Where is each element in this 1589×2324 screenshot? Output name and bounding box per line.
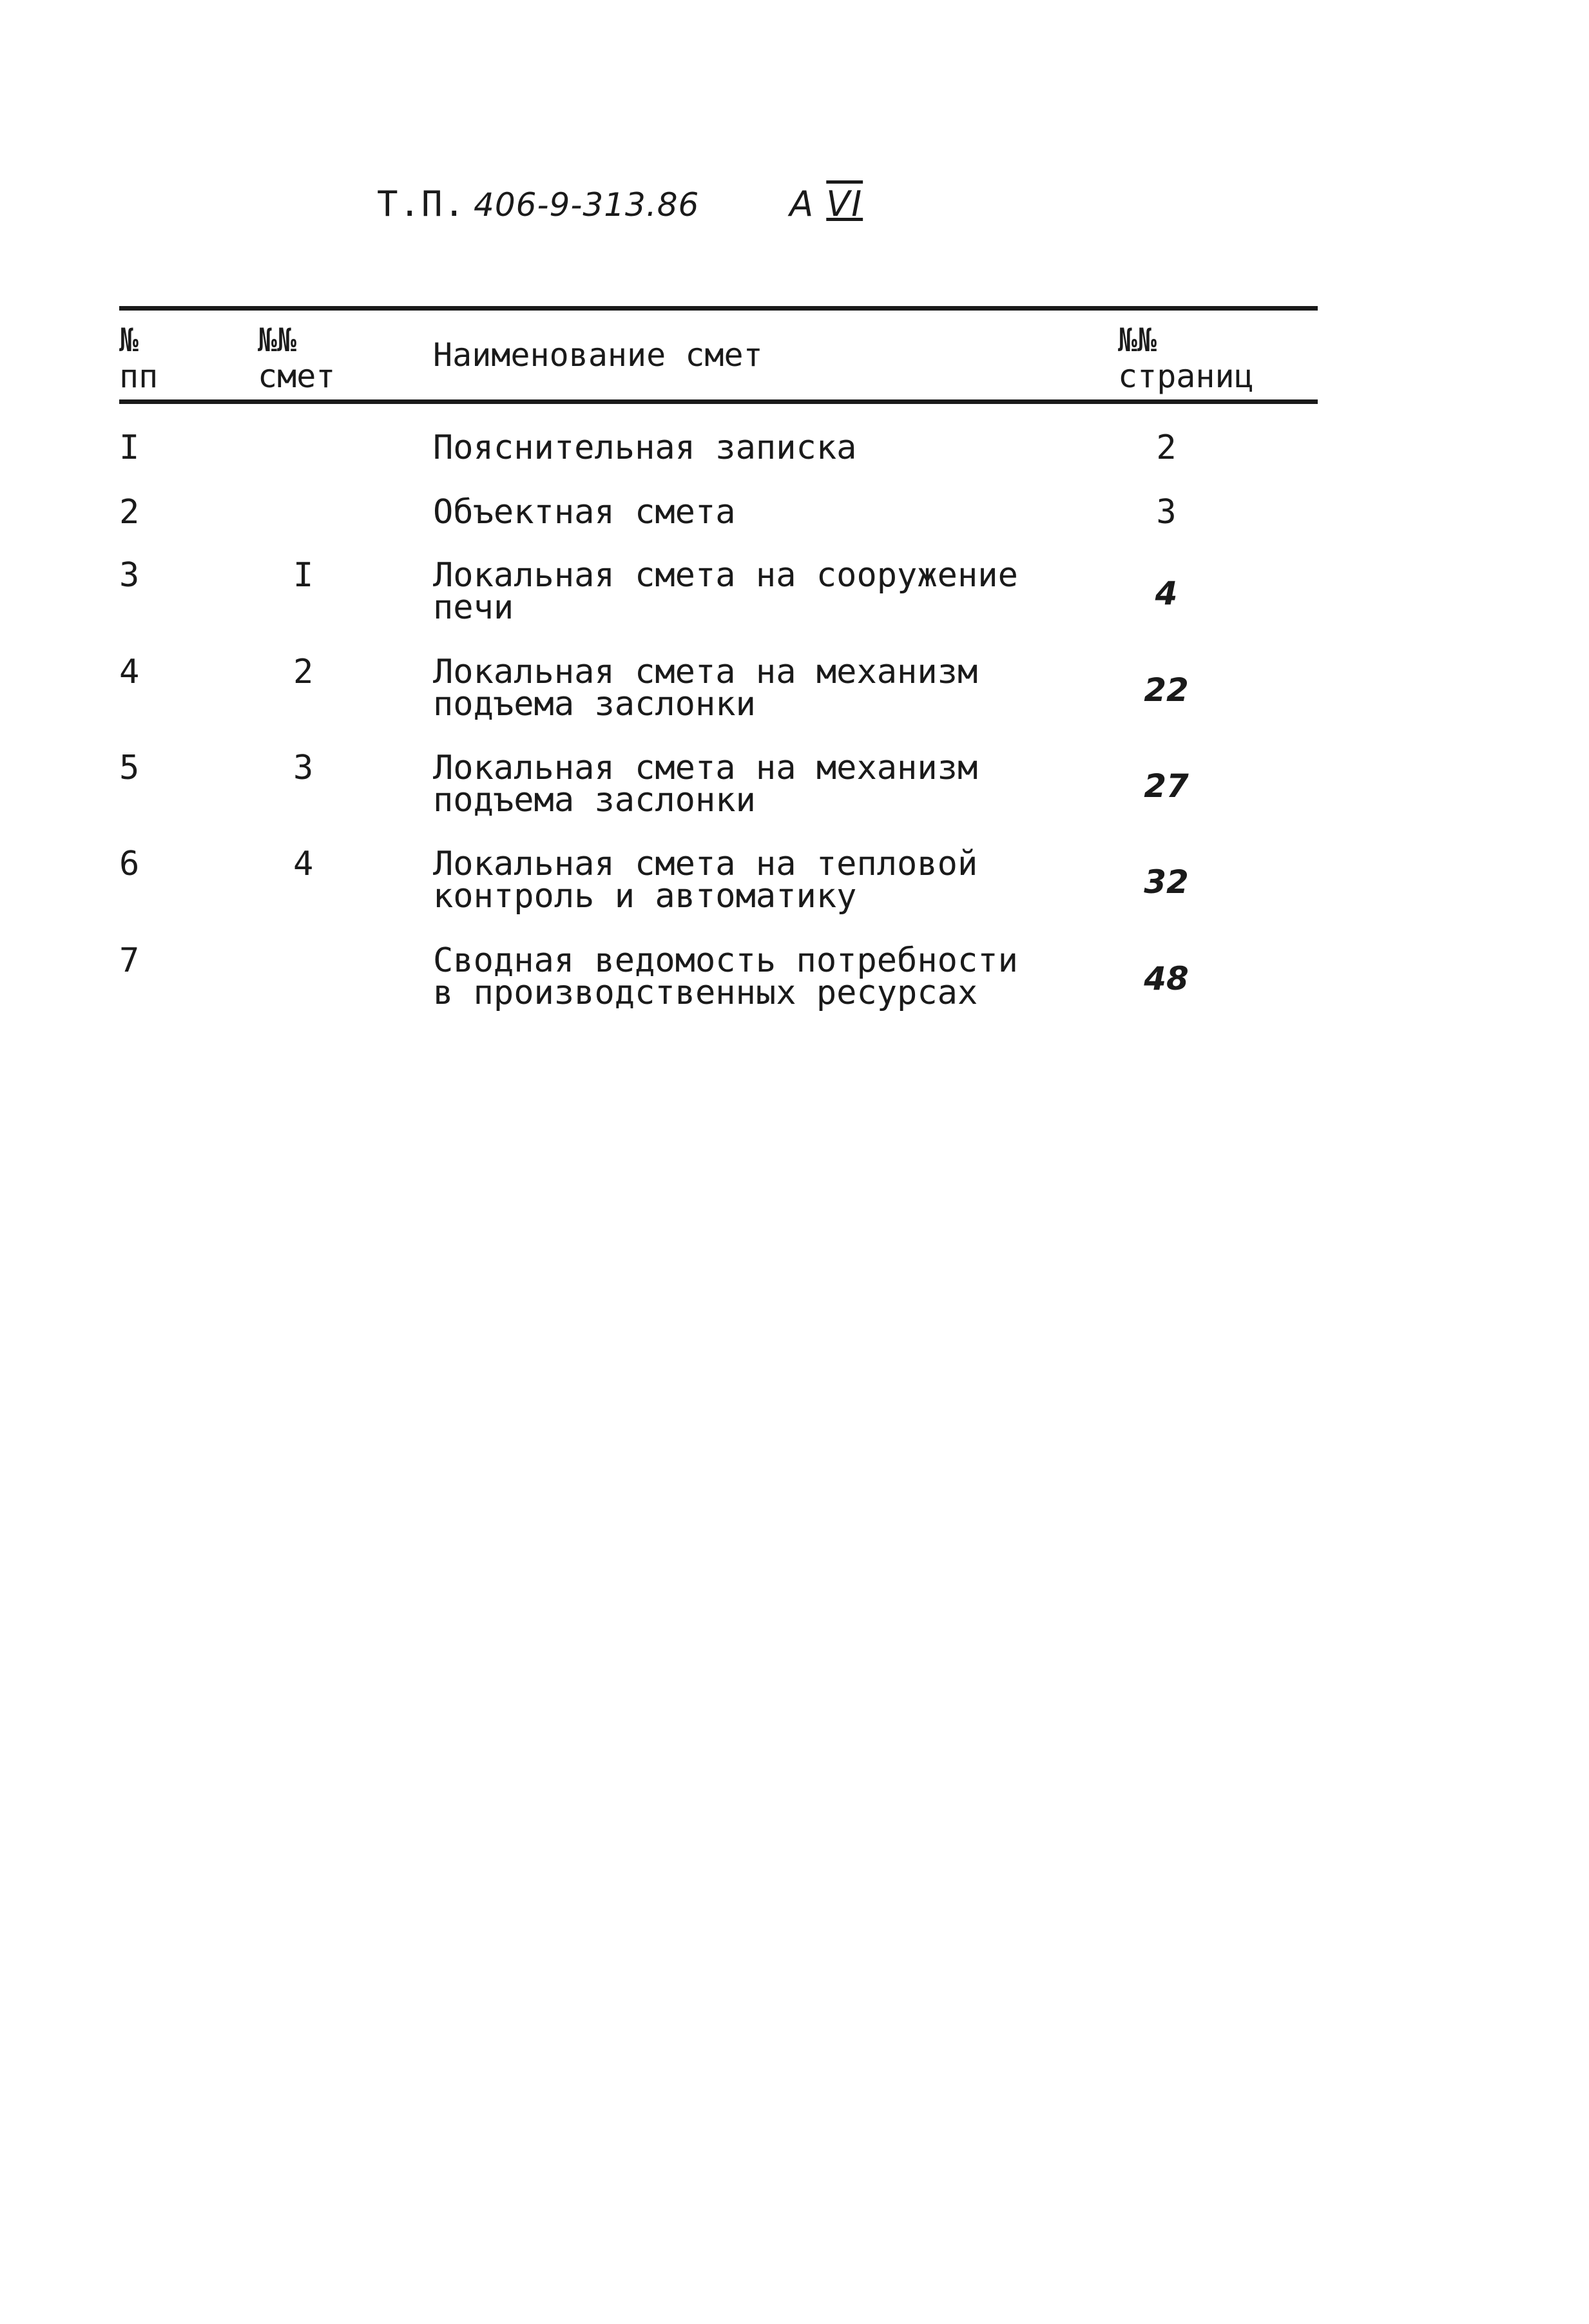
row-number: 7 xyxy=(119,941,140,980)
document-header xyxy=(377,184,863,224)
estimate-name-line: Локальная смета на сооружение xyxy=(433,556,1018,595)
estimate-name-line: подъема заслонки xyxy=(433,781,756,820)
row-number: 5 xyxy=(119,749,140,787)
header-page-numbers: №№ страниц xyxy=(1118,322,1254,395)
page-number: 32 xyxy=(1144,863,1189,901)
estimate-name-line: Локальная смета на тепловой xyxy=(433,845,978,883)
estimate-name-line: в производственных ресурсах xyxy=(433,974,978,1012)
page-number: 22 xyxy=(1144,671,1189,709)
header-estimate-name: Наименование смет xyxy=(433,336,763,374)
estimate-name xyxy=(433,749,1077,820)
doc-code: 406-9-313.86 xyxy=(474,186,700,224)
estimate-name xyxy=(433,653,1077,724)
page-number: 3 xyxy=(1156,493,1177,532)
row-number: 2 xyxy=(119,493,140,532)
estimate-number: 4 xyxy=(293,845,314,883)
estimate-name-line: Пояснительная записка xyxy=(433,428,857,467)
album-label xyxy=(789,184,863,224)
estimate-name xyxy=(433,845,1077,916)
estimate-number: 2 xyxy=(293,653,314,691)
header-row-number: № пп xyxy=(119,322,159,395)
row-number: 4 xyxy=(119,653,140,691)
album-number: VI xyxy=(826,184,863,224)
doc-prefix: Т.П. xyxy=(377,184,467,224)
page-number: 2 xyxy=(1156,428,1177,467)
row-number: 3 xyxy=(119,556,140,595)
estimate-name-line: Сводная ведомость потребности xyxy=(433,941,1018,980)
estimate-number: 3 xyxy=(293,749,314,787)
estimate-name-line: Локальная смета на механизм xyxy=(433,749,978,787)
header-estimate-number: №№ смет xyxy=(258,322,336,395)
estimate-number: I xyxy=(293,556,314,595)
estimate-name-line: печи xyxy=(433,588,514,627)
estimate-name-line: Локальная смета на механизм xyxy=(433,653,978,691)
row-number: 6 xyxy=(119,845,140,883)
estimate-name-line: контроль и автоматику xyxy=(433,877,857,916)
page-number: 27 xyxy=(1144,767,1189,805)
table-header-rule xyxy=(119,399,1318,404)
page-number: 4 xyxy=(1155,575,1178,612)
estimate-name xyxy=(433,428,1077,467)
table-top-rule xyxy=(119,306,1318,311)
estimate-name xyxy=(433,556,1077,627)
page-number: 48 xyxy=(1144,960,1189,997)
row-number: I xyxy=(119,428,140,467)
estimate-name-line: подъема заслонки xyxy=(433,685,756,724)
estimate-name xyxy=(433,941,1077,1012)
album-letter: А xyxy=(789,184,815,224)
estimate-name-line: Объектная смета xyxy=(433,493,736,532)
estimate-name xyxy=(433,493,1077,532)
